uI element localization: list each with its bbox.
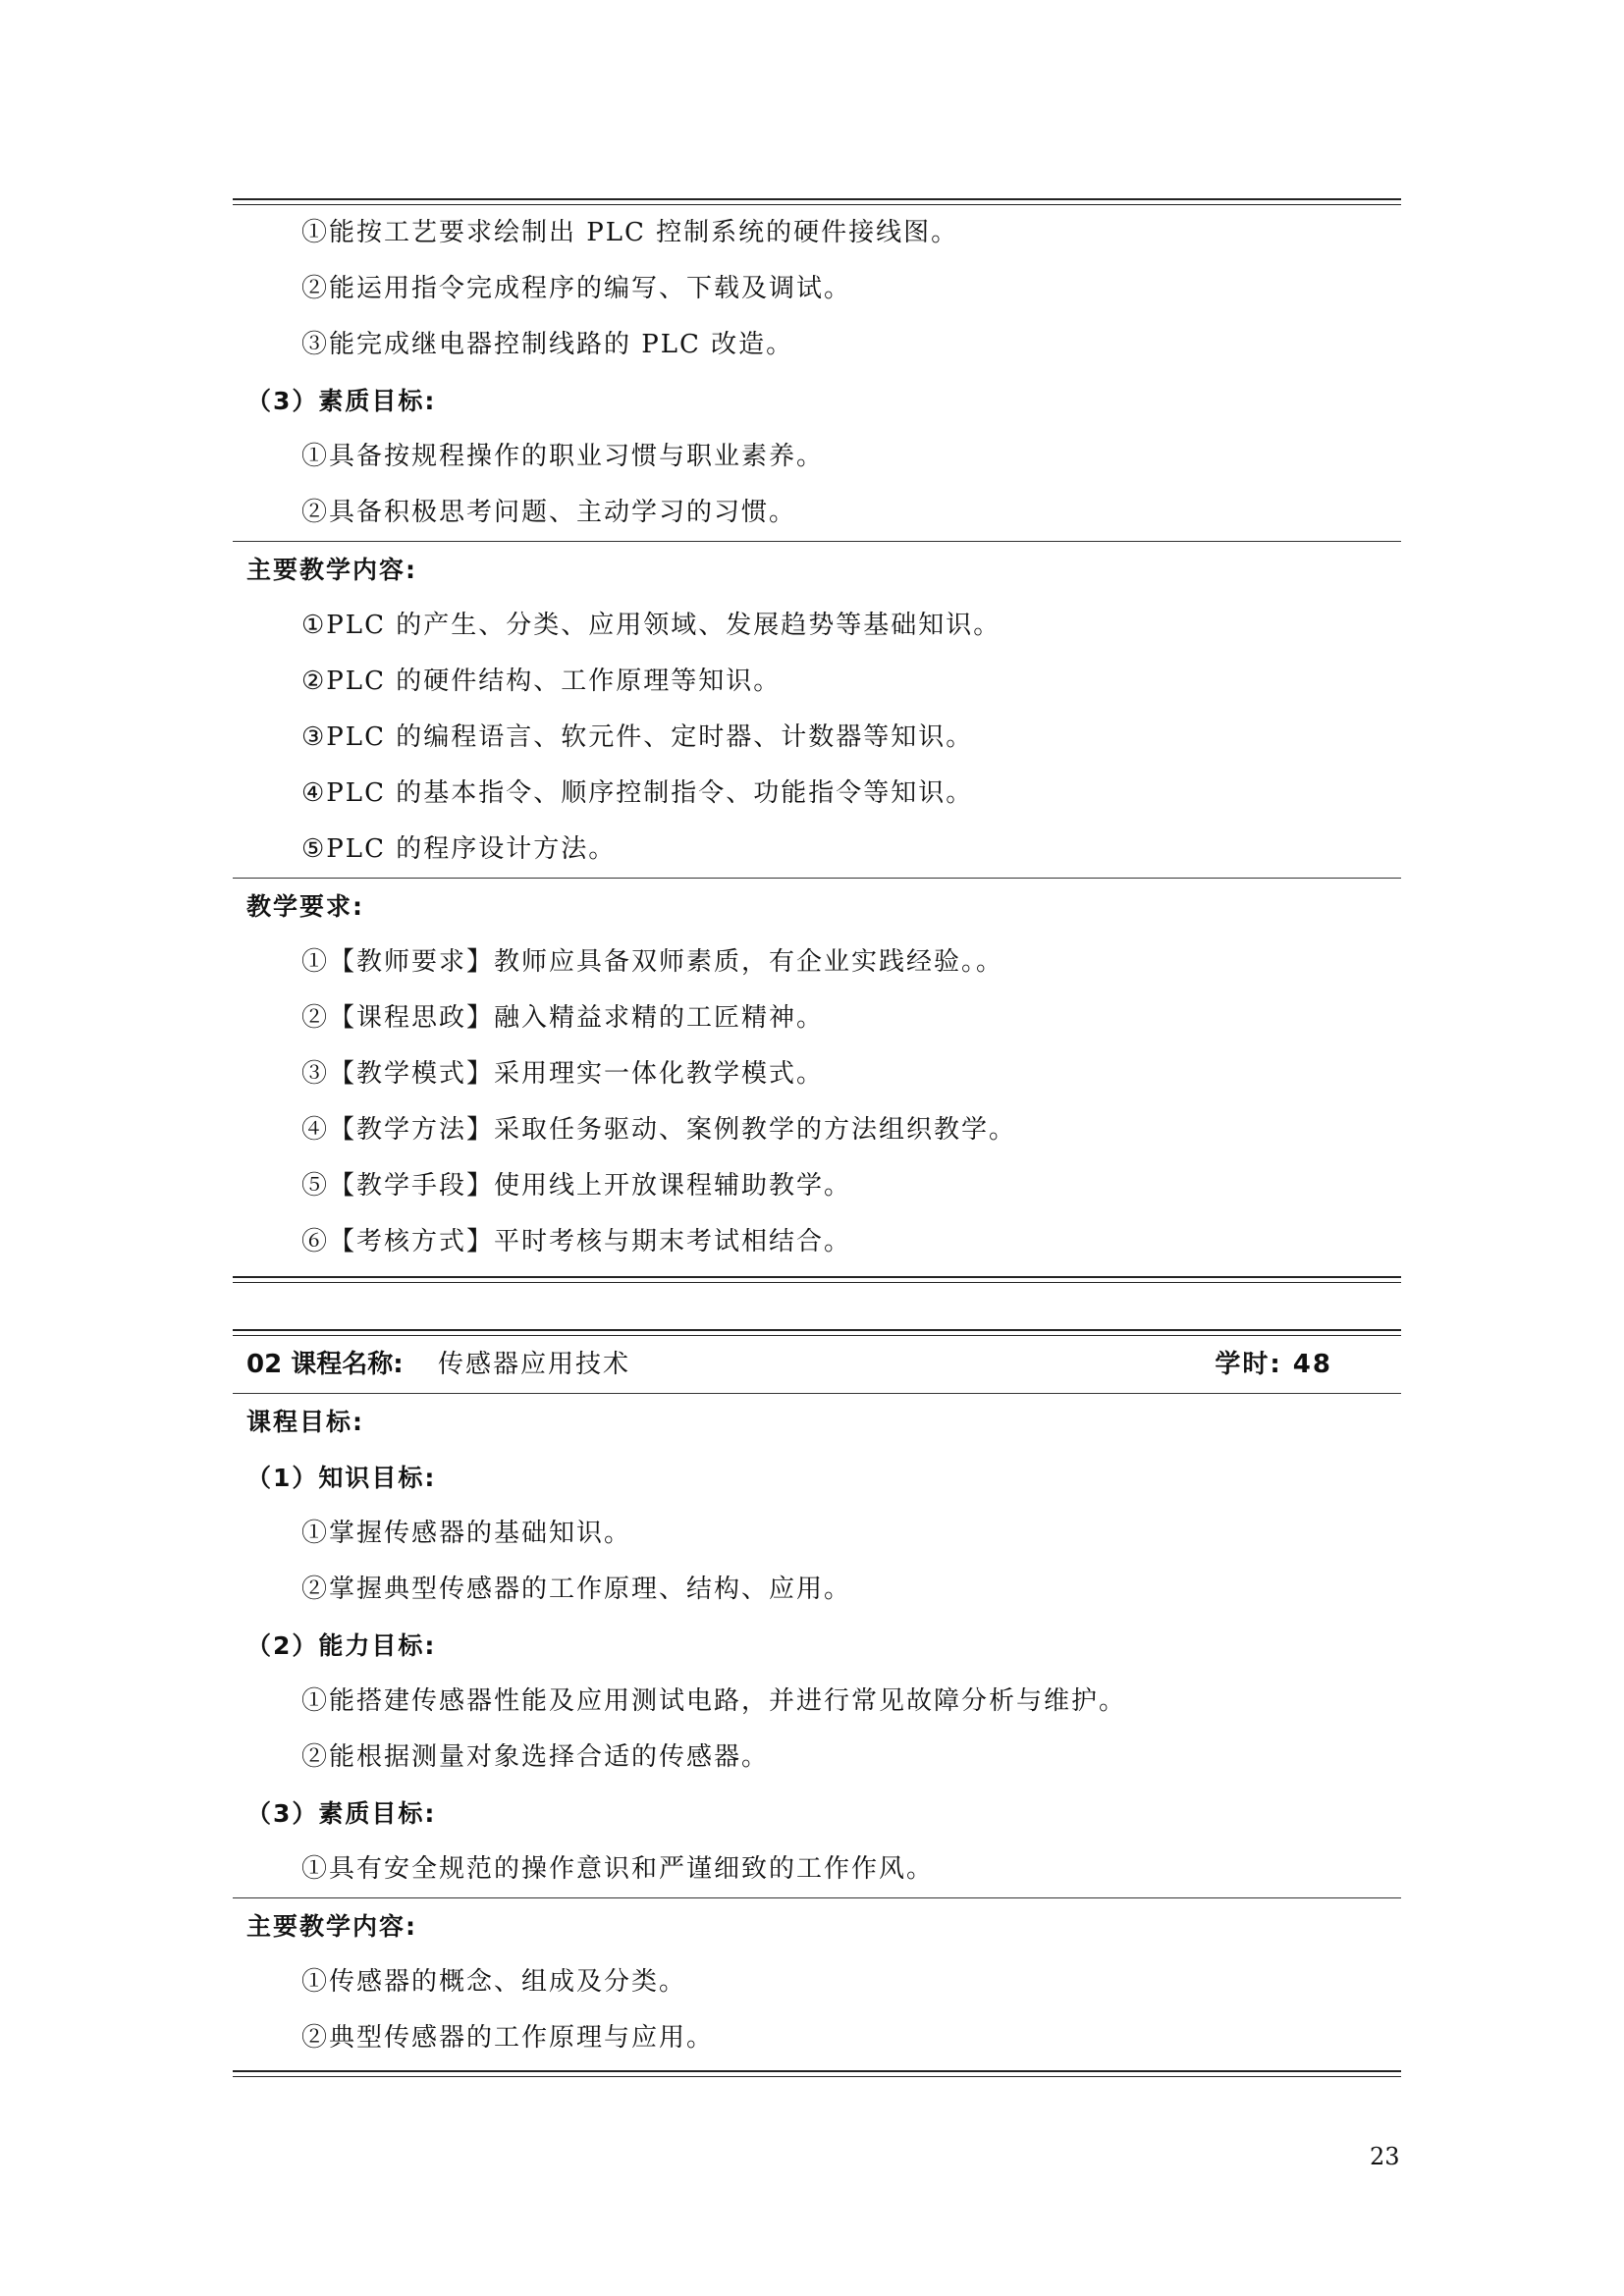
content-item: ⑤PLC 的程序设计方法。: [301, 834, 617, 864]
content-heading: 主要教学内容:: [246, 556, 417, 584]
knowledge-item: ①掌握传感器的基础知识。: [301, 1519, 632, 1548]
knowledge-item: ②掌握典型传感器的工作原理、结构、应用。: [301, 1575, 852, 1604]
requirement-item: ⑤【教学手段】使用线上开放课程辅助教学。: [301, 1171, 852, 1201]
course-hours: 学时: 48: [1215, 1350, 1332, 1379]
ability-item: ②能根据测量对象选择合适的传感器。: [301, 1742, 770, 1772]
requirement-item: ①【教师要求】教师应具备双师素质，有企业实践经验。。: [301, 947, 1004, 977]
objectives-heading: 课程目标:: [246, 1408, 364, 1436]
content-item: ①传感器的概念、组成及分类。: [301, 1967, 687, 1997]
quality-heading: （3）素质目标:: [246, 1799, 437, 1828]
requirements-heading: 教学要求:: [246, 892, 364, 921]
requirement-item: ④【教学方法】采取任务驱动、案例教学的方法组织教学。: [301, 1115, 1017, 1145]
course-name: 传感器应用技术: [438, 1350, 631, 1379]
course-label: 02 课程名称:: [246, 1350, 404, 1379]
ability-item: ①能搭建传感器性能及应用测试电路，并进行常见故障分析与维护。: [301, 1686, 1127, 1716]
content-item: ②PLC 的硬件结构、工作原理等知识。: [301, 667, 782, 696]
requirement-item: ②【课程思政】融入精益求精的工匠精神。: [301, 1003, 825, 1033]
ability-item: ③能完成继电器控制线路的 PLC 改造。: [301, 330, 794, 359]
requirement-item: ③【教学模式】采用理实一体化教学模式。: [301, 1059, 825, 1089]
quality-item: ①具备按规程操作的职业习惯与职业素养。: [301, 442, 825, 471]
content-item: ③PLC 的编程语言、软元件、定时器、计数器等知识。: [301, 722, 974, 752]
course-header-row: [233, 1336, 1401, 1393]
page-number: 23: [1370, 2143, 1400, 2170]
content-item: ②典型传感器的工作原理与应用。: [301, 2023, 715, 2053]
course1-table: [233, 198, 1401, 1283]
ability-item: ②能运用指令完成程序的编写、下载及调试。: [301, 274, 852, 303]
content-item: ①PLC 的产生、分类、应用领域、发展趋势等基础知识。: [301, 611, 1001, 640]
knowledge-heading: （1）知识目标:: [246, 1464, 437, 1492]
table-bottom-rule: [233, 1276, 1401, 1283]
requirement-item: ⑥【考核方式】平时考核与期末考试相结合。: [301, 1227, 852, 1256]
quality-item: ②具备积极思考问题、主动学习的习惯。: [301, 498, 797, 527]
table-top-rule: [233, 198, 1401, 205]
table-top-rule: [233, 1329, 1401, 1336]
course2-table: [233, 1329, 1401, 2077]
ability-item: ①能按工艺要求绘制出 PLC 控制系统的硬件接线图。: [301, 218, 959, 247]
content-heading: 主要教学内容:: [246, 1912, 417, 1941]
quality-item: ①具有安全规范的操作意识和严谨细致的工作作风。: [301, 1854, 935, 1884]
quality-heading: （3）素质目标:: [246, 387, 437, 415]
content-item: ④PLC 的基本指令、顺序控制指令、功能指令等知识。: [301, 778, 974, 808]
table-bottom-rule: [233, 2070, 1401, 2077]
ability-heading: （2）能力目标:: [246, 1631, 437, 1660]
